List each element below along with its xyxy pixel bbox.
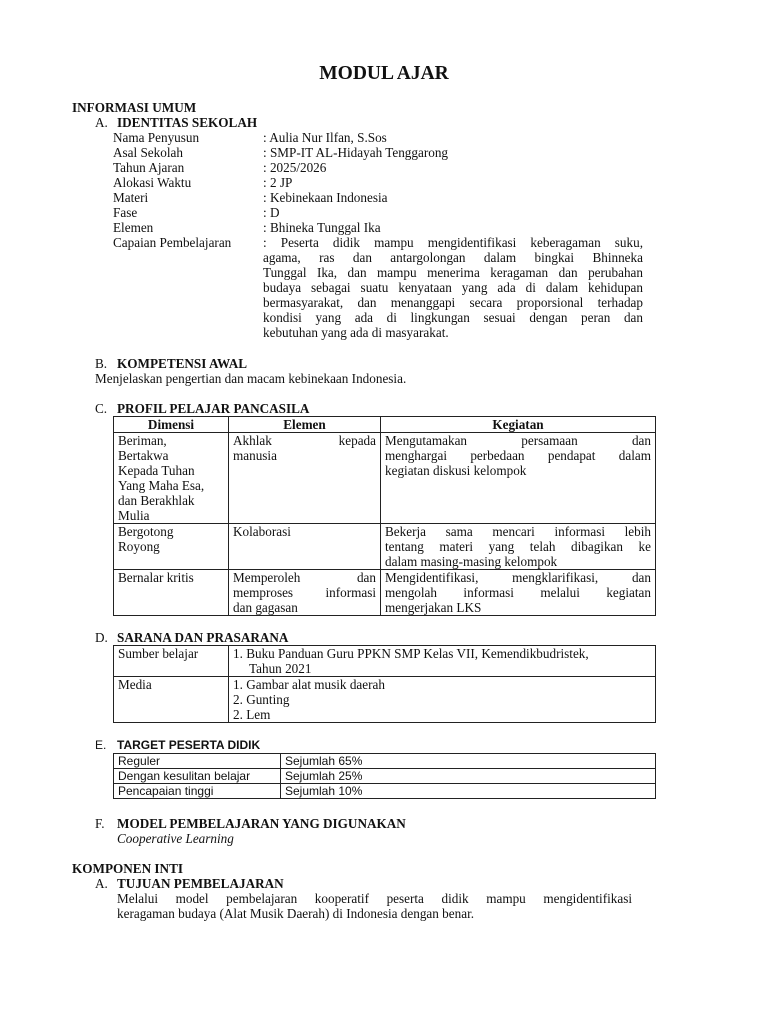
kegiatan-cell [381, 433, 656, 524]
sarana-items [229, 677, 656, 723]
elemen-cell [229, 570, 381, 616]
table-row [114, 570, 656, 616]
elemen-cell [229, 433, 381, 524]
table-header: Dimensi [114, 417, 229, 433]
informasi-umum-heading: INFORMASI UMUM [72, 100, 197, 115]
cell-line: 1. Buku Panduan Guru PPKN SMP Kelas VII, Kemendikbudristek, [233, 646, 589, 661]
target-value: Sejumlah 10% [281, 784, 656, 799]
sarana-table [113, 645, 656, 723]
cell-line: Tahun 2021 [249, 661, 312, 676]
table-header-row [114, 417, 656, 433]
cell-line: Royong [118, 539, 160, 554]
cell-line: tentang materi yang telah dibagikan ke [385, 539, 651, 554]
target-label: Pencapaian tinggi [114, 784, 281, 799]
cell-line: Memperoleh dan [233, 570, 376, 585]
tujuan-line: Melalui model pembelajaran kooperatif peserta didik mampu mengidentifikasi [117, 891, 632, 906]
cell-line: 2. Gunting [233, 692, 290, 707]
document-title: MODUL AJAR [319, 63, 449, 84]
table-row [114, 646, 656, 677]
identity-value: : Aulia Nur Ilfan, S.Sos [263, 130, 387, 145]
identity-label: Alokasi Waktu [113, 175, 192, 190]
capaian-line: agama, ras dan antargolongan dalam bingkai Bhinneka [263, 250, 643, 265]
table-row [114, 677, 656, 723]
identity-value: : 2025/2026 [263, 160, 327, 175]
capaian-label: Capaian Pembelajaran [113, 235, 232, 250]
section-b-letter: B. [95, 356, 108, 371]
capaian-line: budaya sebagai suatu kenyataan yang ada di dalam kehidupan [263, 280, 643, 295]
table-row [114, 769, 656, 784]
identity-value: : Bhineka Tunggal Ika [263, 220, 381, 235]
cell-line: 1. Gambar alat musik daerah [233, 677, 385, 692]
sarana-items [229, 646, 656, 677]
identity-label: Elemen [113, 220, 154, 235]
profil-pancasila-table [113, 416, 656, 616]
kegiatan-cell [381, 570, 656, 616]
section-f-title: MODEL PEMBELAJARAN YANG DIGUNAKAN [117, 816, 406, 831]
section-e-letter: E. [95, 738, 107, 752]
cell-line: menghargai perbedaan pendapat dalam [385, 448, 651, 463]
cell-line: kegiatan diskusi kelompok [385, 463, 527, 478]
tujuan-line: keragaman budaya (Alat Musik Daerah) di Indonesia dengan benar. [117, 906, 475, 921]
identity-value: : 2 JP [263, 175, 293, 190]
section-e-title: TARGET PESERTA DIDIK [117, 738, 261, 752]
cell-line: Bekerja sama mencari informasi lebih [385, 524, 651, 539]
table-header: Kegiatan [381, 417, 656, 433]
cell-line: manusia [233, 448, 277, 463]
cell-line: Yang Maha Esa, [118, 478, 205, 493]
cell-line: Beriman, [118, 433, 167, 448]
cell-line: memproses informasi [233, 585, 376, 600]
target-value: Sejumlah 25% [281, 769, 656, 784]
komponen-inti-heading: KOMPONEN INTI [72, 861, 183, 876]
identity-value: : SMP-IT AL-Hidayah Tenggarong [263, 145, 449, 160]
section-a-letter: A. [95, 115, 108, 130]
identity-value: : Kebinekaan Indonesia [263, 190, 388, 205]
target-peserta-table [113, 753, 656, 799]
capaian-line: kondisi yang ada di lingkungan sesuai dengan peran dan [263, 310, 643, 325]
identity-label: Nama Penyusun [113, 130, 200, 145]
section-d-letter: D. [95, 630, 108, 645]
identity-label: Tahun Ajaran [113, 160, 185, 175]
identity-value: : D [263, 205, 280, 220]
cell-line: Bertakwa [118, 448, 169, 463]
dimensi-cell [114, 433, 229, 524]
target-value: Sejumlah 65% [281, 754, 656, 769]
table-row [114, 524, 656, 570]
cell-line: Mulia [118, 508, 150, 523]
cell-line: mengolah informasi melalui kegiatan [385, 585, 651, 600]
table-row [114, 784, 656, 799]
cell-line: 2. Lem [233, 707, 271, 722]
capaian-line: Tunggal Ika, dan mampu menerima keragaman dan perubahan [263, 265, 643, 280]
capaian-line: bermasyarakat, dan menanggapi secara proporsional terhadap [263, 295, 643, 310]
section-b-title: KOMPETENSI AWAL [117, 356, 248, 371]
cell-line: Kolaborasi [233, 524, 291, 539]
identity-label: Asal Sekolah [113, 145, 183, 160]
model-pembelajaran-text: Cooperative Learning [117, 831, 234, 846]
section-a-title: IDENTITAS SEKOLAH [117, 115, 258, 130]
tujuan-pembelajaran-title: TUJUAN PEMBELAJARAN [117, 876, 284, 891]
target-label: Reguler [114, 754, 281, 769]
cell-line: Bernalar kritis [118, 570, 194, 585]
cell-line: dalam masing-masing kelompok [385, 554, 558, 569]
table-row [114, 433, 656, 524]
table-row [114, 754, 656, 769]
cell-line: Bergotong [118, 524, 174, 539]
cell-line: Mengidentifikasi, mengklarifikasi, dan [385, 570, 651, 585]
cell-line: Akhlak kepada [233, 433, 376, 448]
section-c-letter: C. [95, 401, 108, 416]
cell-line: dan gagasan [233, 600, 298, 615]
identity-label: Materi [113, 190, 149, 205]
capaian-line: : Peserta didik mampu mengidentifikasi keberagaman suku, [263, 235, 643, 250]
sarana-label: Sumber belajar [114, 646, 229, 677]
table-header: Elemen [229, 417, 381, 433]
section-f-letter: F. [95, 816, 105, 831]
cell-line: Mengutamakan persamaan dan [385, 433, 651, 448]
dimensi-cell [114, 524, 229, 570]
identity-label: Fase [113, 205, 138, 220]
kegiatan-cell [381, 524, 656, 570]
cell-line: dan Berakhlak [118, 493, 195, 508]
capaian-line: kebutuhan yang ada di masyarakat. [263, 325, 449, 340]
komponen-a-letter: A. [95, 876, 108, 891]
sarana-label: Media [114, 677, 229, 723]
section-d-title: SARANA DAN PRASARANA [117, 630, 289, 645]
target-label: Dengan kesulitan belajar [114, 769, 281, 784]
kompetensi-awal-text: Menjelaskan pengertian dan macam kebinekaan Indonesia. [95, 371, 407, 386]
elemen-cell [229, 524, 381, 570]
dimensi-cell [114, 570, 229, 616]
cell-line: mengerjakan LKS [385, 600, 482, 615]
cell-line: Kepada Tuhan [118, 463, 195, 478]
section-c-title: PROFIL PELAJAR PANCASILA [117, 401, 310, 416]
